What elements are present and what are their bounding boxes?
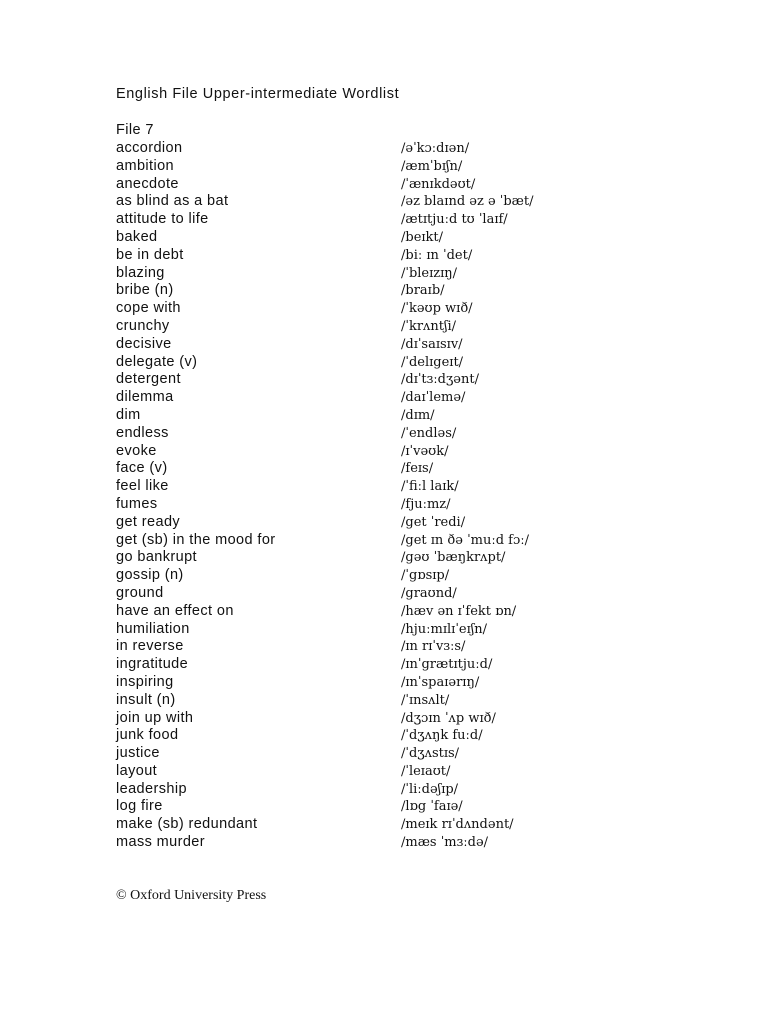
entry-pronunciation: /get ɪn ðə ˈmuːd fɔː/ xyxy=(401,532,530,548)
wordlist-entry xyxy=(116,585,656,603)
entry-word: make (sb) redundant xyxy=(116,816,258,833)
wordlist-entry xyxy=(116,265,656,283)
wordlist-entry xyxy=(116,532,656,550)
entry-word: ambition xyxy=(116,157,175,174)
wordlist-entry xyxy=(116,834,656,852)
copyright-footer: © Oxford University Press xyxy=(116,888,267,903)
wordlist-entry xyxy=(116,816,656,834)
wordlist-entry xyxy=(116,567,656,585)
entry-pronunciation: /mæs ˈmɜːdə/ xyxy=(401,835,489,851)
entry-pronunciation: /ˈdʒʌŋk fuːd/ xyxy=(401,728,483,744)
entry-word: anecdote xyxy=(116,175,179,192)
entry-word: justice xyxy=(116,745,160,762)
wordlist-entry xyxy=(116,692,656,710)
wordlist-entry xyxy=(116,621,656,639)
entry-pronunciation: /get ˈredi/ xyxy=(401,514,466,530)
entry-word: log fire xyxy=(116,798,163,815)
entry-word: layout xyxy=(116,762,158,779)
wordlist xyxy=(116,140,656,852)
entry-word: join up with xyxy=(116,709,194,726)
wordlist-entry xyxy=(116,745,656,763)
entry-pronunciation: /daɪˈlemə/ xyxy=(401,390,466,406)
entry-pronunciation: /ˈgɒsɪp/ xyxy=(401,568,450,584)
entry-pronunciation: /æmˈbɪʃn/ xyxy=(401,158,463,174)
entry-word: endless xyxy=(116,424,169,441)
wordlist-entry xyxy=(116,176,656,194)
entry-word: go bankrupt xyxy=(116,549,197,566)
entry-pronunciation: /feɪs/ xyxy=(401,461,434,477)
wordlist-entry xyxy=(116,425,656,443)
entry-word: mass murder xyxy=(116,834,205,851)
wordlist-entry xyxy=(116,710,656,728)
entry-pronunciation: /graʊnd/ xyxy=(401,585,457,601)
wordlist-entry xyxy=(116,514,656,532)
wordlist-entry xyxy=(116,798,656,816)
wordlist-entry xyxy=(116,603,656,621)
entry-pronunciation: /ˈkrʌntʃi/ xyxy=(401,318,457,334)
wordlist-entry xyxy=(116,389,656,407)
entry-word: ingratitude xyxy=(116,656,189,673)
entry-pronunciation: /dʒɔɪn ˈʌp wɪð/ xyxy=(401,710,496,726)
entry-pronunciation: /dɪm/ xyxy=(401,407,435,423)
entry-pronunciation: /əˈkɔːdɪən/ xyxy=(401,141,470,156)
entry-word: face (v) xyxy=(116,460,168,477)
entry-word: junk food xyxy=(116,727,179,744)
entry-pronunciation: /ˈænɪkdəʊt/ xyxy=(401,176,476,192)
wordlist-entry xyxy=(116,371,656,389)
entry-pronunciation: /ɪnˈspaɪərɪŋ/ xyxy=(401,674,480,690)
entry-pronunciation: /fjuːmz/ xyxy=(401,496,451,512)
entry-word: crunchy xyxy=(116,317,170,334)
document-title: English File Upper-intermediate Wordlist xyxy=(116,86,400,102)
wordlist-entry xyxy=(116,193,656,211)
entry-pronunciation: /dɪˈtɜːdʒənt/ xyxy=(401,372,479,388)
entry-word: evoke xyxy=(116,442,157,459)
entry-pronunciation: /əz blaɪnd əz ə ˈbæt/ xyxy=(401,194,534,210)
entry-word: ground xyxy=(116,584,164,601)
entry-word: be in debt xyxy=(116,246,184,263)
entry-word: get ready xyxy=(116,513,181,530)
wordlist-entry xyxy=(116,763,656,781)
entry-pronunciation: /biː ɪn ˈdet/ xyxy=(401,247,473,263)
entry-pronunciation: /ˈleɪaʊt/ xyxy=(401,763,451,779)
wordlist-entry xyxy=(116,300,656,318)
entry-word: delegate (v) xyxy=(116,353,198,370)
entry-pronunciation: /ˈendləs/ xyxy=(401,425,457,441)
entry-pronunciation: /ˈkəʊp wɪð/ xyxy=(401,301,473,317)
entry-word: have an effect on xyxy=(116,602,234,619)
entry-pronunciation: /ˈdʒʌstɪs/ xyxy=(401,746,460,762)
wordlist-entry xyxy=(116,407,656,425)
entry-pronunciation: /ætɪtjuːd tʊ ˈlaɪf/ xyxy=(401,212,508,228)
entry-pronunciation: /beɪkt/ xyxy=(401,229,444,245)
entry-word: attitude to life xyxy=(116,211,209,228)
entry-pronunciation: /ɪn rɪˈvɜːs/ xyxy=(401,639,466,655)
entry-word: get (sb) in the mood for xyxy=(116,531,276,548)
entry-word: baked xyxy=(116,228,158,245)
entry-pronunciation: /lɒg ˈfaɪə/ xyxy=(401,799,463,815)
wordlist-entry xyxy=(116,638,656,656)
wordlist-entry xyxy=(116,354,656,372)
entry-pronunciation: /ˈliːdəʃɪp/ xyxy=(401,781,459,797)
entry-pronunciation: /ˈdelɪgeɪt/ xyxy=(401,354,464,370)
wordlist-entry xyxy=(116,211,656,229)
entry-pronunciation: /braɪb/ xyxy=(401,283,445,299)
entry-word: gossip (n) xyxy=(116,567,184,584)
entry-pronunciation: /gəʊ ˈbæŋkrʌpt/ xyxy=(401,550,506,566)
entry-word: leadership xyxy=(116,780,187,797)
wordlist-entry xyxy=(116,158,656,176)
wordlist-entry xyxy=(116,549,656,567)
entry-pronunciation: /ɪnˈgrætɪtjuːd/ xyxy=(401,657,493,673)
wordlist-entry xyxy=(116,478,656,496)
wordlist-entry xyxy=(116,727,656,745)
wordlist-entry xyxy=(116,781,656,799)
entry-word: accordion xyxy=(116,140,183,156)
entry-pronunciation: /meɪk rɪˈdʌndənt/ xyxy=(401,817,514,833)
entry-pronunciation: /ˈɪnsʌlt/ xyxy=(401,692,450,708)
wordlist-entry xyxy=(116,336,656,354)
wordlist-entry xyxy=(116,318,656,336)
entry-word: bribe (n) xyxy=(116,282,174,299)
entry-word: as blind as a bat xyxy=(116,193,229,210)
entry-word: humiliation xyxy=(116,620,190,637)
wordlist-entry xyxy=(116,443,656,461)
entry-word: dilemma xyxy=(116,389,174,406)
wordlist-entry xyxy=(116,282,656,300)
entry-pronunciation: /hjuːmɪlɪˈeɪʃn/ xyxy=(401,621,488,637)
entry-pronunciation: /ˈfiːl laɪk/ xyxy=(401,479,459,495)
wordlist-entry xyxy=(116,656,656,674)
section-heading: File 7 xyxy=(116,122,154,138)
wordlist-entry xyxy=(116,140,656,158)
wordlist-entry xyxy=(116,496,656,514)
entry-word: fumes xyxy=(116,495,158,512)
entry-word: inspiring xyxy=(116,673,174,690)
entry-word: dim xyxy=(116,406,141,423)
entry-pronunciation: /ˈbleɪzɪŋ/ xyxy=(401,265,458,281)
entry-word: feel like xyxy=(116,478,169,495)
entry-word: cope with xyxy=(116,300,181,317)
entry-pronunciation: /hæv ən ɪˈfekt ɒn/ xyxy=(401,603,517,619)
wordlist-entry xyxy=(116,460,656,478)
entry-pronunciation: /dɪˈsaɪsɪv/ xyxy=(401,336,463,352)
entry-word: detergent xyxy=(116,371,181,388)
entry-pronunciation: /ɪˈvəʊk/ xyxy=(401,443,449,459)
entry-word: decisive xyxy=(116,335,172,352)
wordlist-entry xyxy=(116,674,656,692)
entry-word: insult (n) xyxy=(116,691,176,708)
wordlist-entry xyxy=(116,229,656,247)
entry-word: in reverse xyxy=(116,638,184,655)
entry-word: blazing xyxy=(116,264,165,281)
wordlist-entry xyxy=(116,247,656,265)
